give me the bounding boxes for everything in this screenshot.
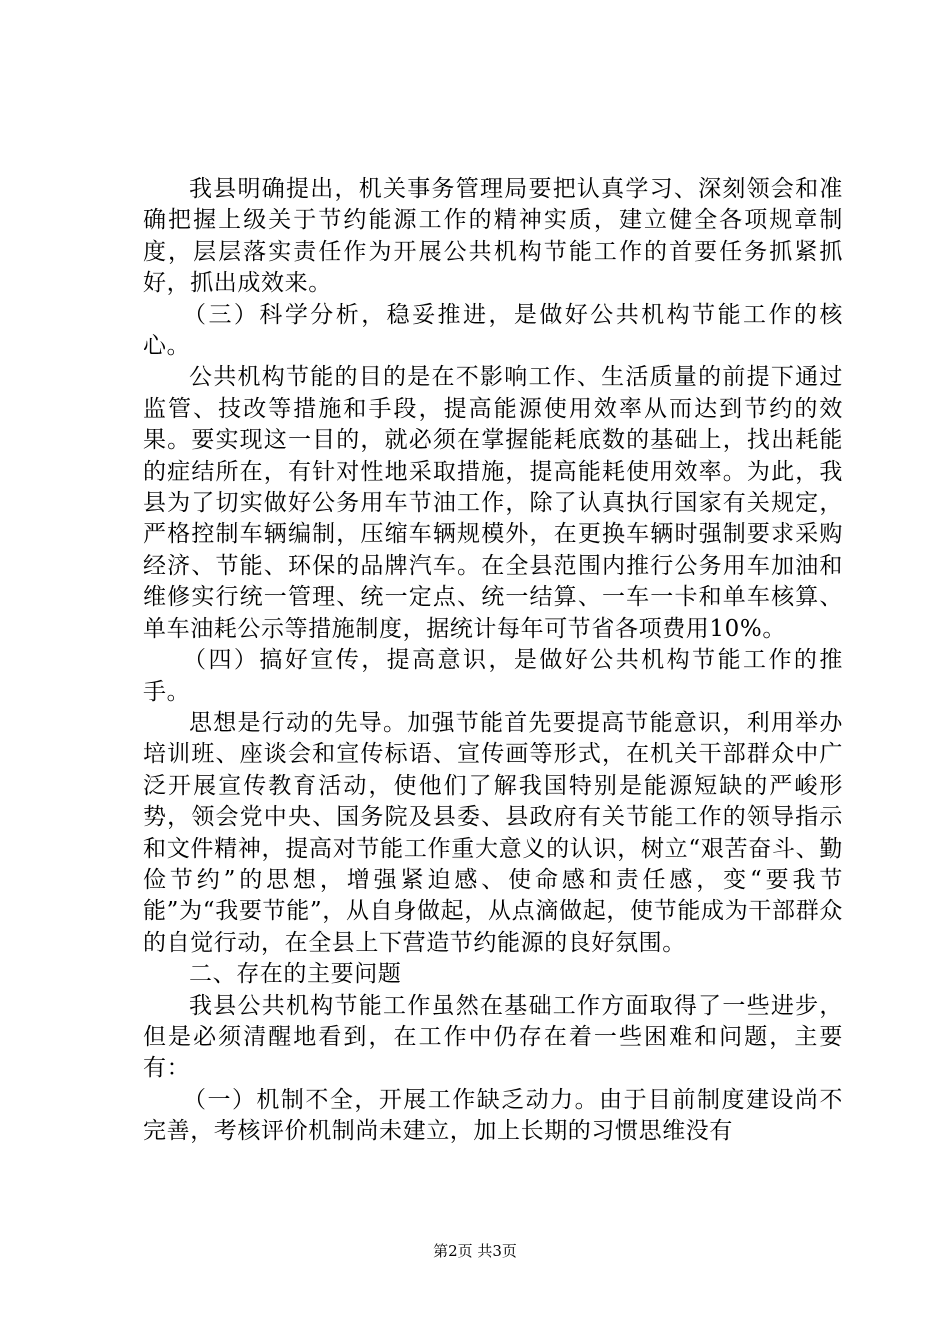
paragraph-clear-requirements: 我县明确提出，机关事务管理局要把认真学习、深刻领会和准确把握上级关于节约能源工作的精神实质，建立健全各项规章制度，层层落实责任作为开展公共机构节能工作的首要任务抓紧抓好，抓出成效来。: [143, 176, 843, 297]
heading-main-problems: 二、存在的主要问题: [189, 961, 402, 988]
paragraph-problem-1: （一）机制不全，开展工作缺乏动力。由于目前制度建设尚不完善，考核评价机制尚未建立，加上长期的习惯思维没有: [143, 1086, 843, 1145]
heading-section-3: （三）科学分析，稳妥推进，是做好公共机构节能工作的核心。: [143, 301, 843, 360]
paragraph-energy-saving-purpose: 公共机构节能的目的是在不影响工作、生活质量的前提下通过监管、技改等措施和手段，提高能源使用效率从而达到节约的效果。要实现这一目的，就必须在掌握能耗底数的基础上，找出耗能的症结所在，有针对性地采取措施，提高能耗使用效率。为此，我县为了切实做好公务用车节油工作，除了认真执行国家有关规定，严格控制车辆编制，压缩车辆规模外，在更换车辆时强制要求采购经济、节能、环保的品牌汽车。在全县范围内推行公务用车加油和维修实行统一管理、统一定点、统一结算、一车一卡和单车核算、单车油耗公示等措施制度，据统计每年可节省各项费用10%。: [143, 364, 843, 642]
page-footer: 第2页 共3页: [433, 1242, 517, 1260]
document-body: [143, 174, 843, 1148]
heading-section-4: （四）搞好宣传，提高意识，是做好公共机构节能工作的推手。: [143, 647, 843, 705]
paragraph-awareness: 思想是行动的先导。加强节能首先要提高节能意识，利用举办培训班、座谈会和宣传标语、宣传画等形式，在机关干部群众中广泛开展宣传教育活动，使他们了解我国特别是能源短缺的严峻形势，领会党中央、国务院及县委、县政府有关节能工作的领导指示和文件精神，提高对节能工作重大意义的认识，树立“艰苦奋斗、勤俭节约”的思想，增强紧迫感、使命感和责任感，变“要我节能”为“我要节能”，从自身做起，从点滴做起，使节能成为干部群众的自觉行动，在全县上下营造节约能源的良好氛围。: [143, 709, 843, 956]
paragraph-problems-intro: 我县公共机构节能工作虽然在基础工作方面取得了一些进步，但是必须清醒地看到，在工作中仍存在着一些困难和问题，主要有：: [143, 992, 843, 1082]
